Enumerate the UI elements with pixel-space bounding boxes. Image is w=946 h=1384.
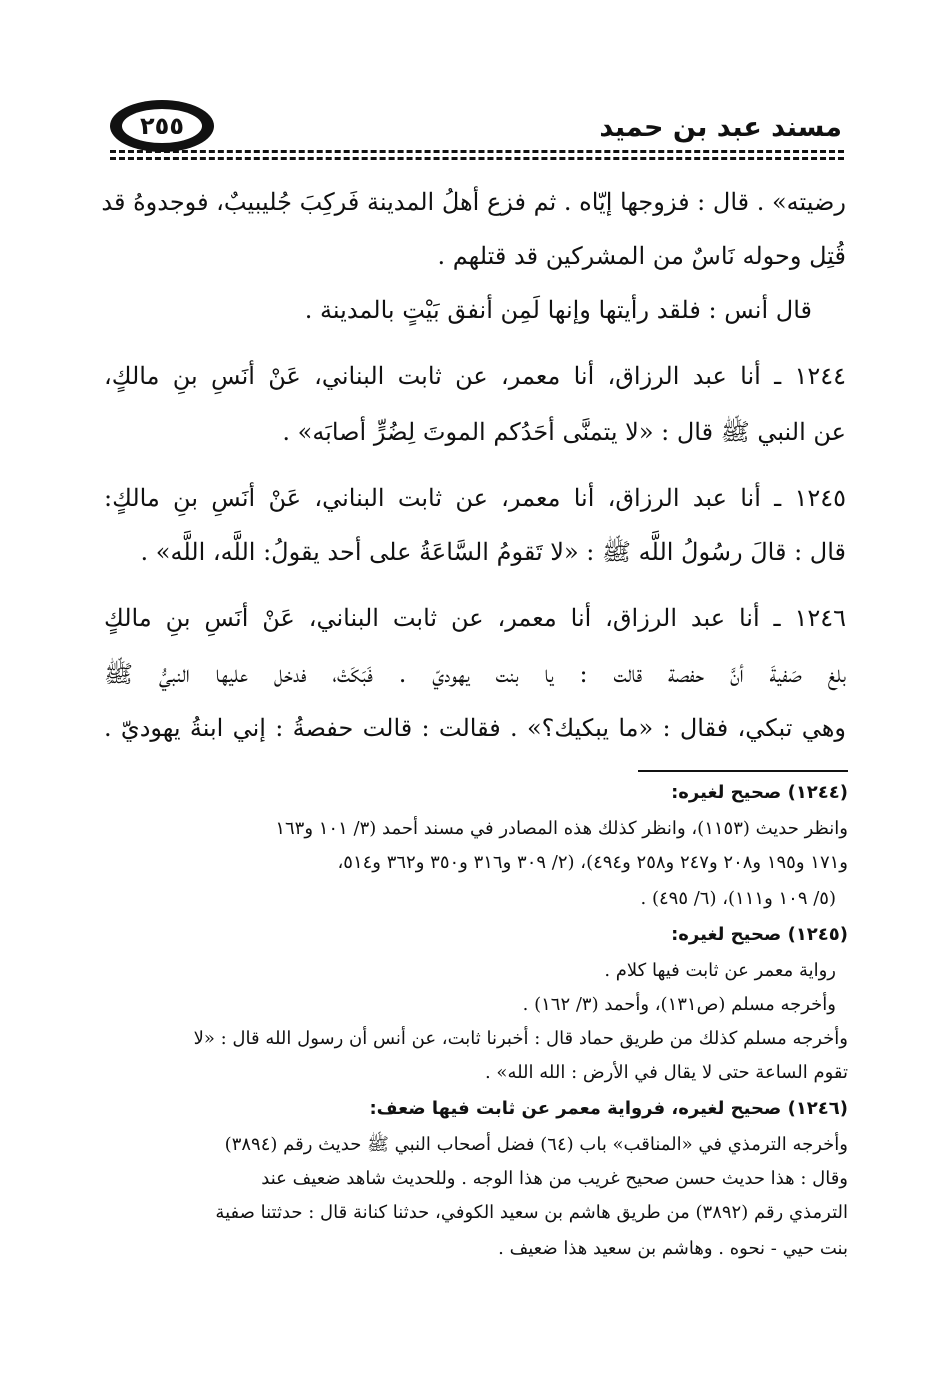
hadith-1245-line-2: قال : قالَ رسُولُ اللَّه ﷺ : «لا تَقومُ السَّاعَةُ على أحد يقولُ: اللَّه، اللَّه» . (140, 538, 846, 566)
footnote-line: وأخرجه مسلم (ص١٣١)، وأحمد (٣/ ١٦٢) . (522, 994, 836, 1015)
hadith-1246-line-3: وهي تبكي، فقال : «ما يبكيك؟» . فقالت : قالت حفصةُ : إني ابنةُ يهوديّ . (104, 714, 846, 742)
footnote-line: وانظر حديث (١١٥٣)، وانظر كذلك هذه المصادر في مسند أحمد (٣/ ١٠١ و١٦٣ (275, 818, 848, 839)
hadith-1244-line-2: عن النبي ﷺ قال : «لا يتمنَّى أحَدُكم الموتَ لِضُرٍّ أصابَه» . (282, 418, 846, 446)
hadith-1244-line-1: ١٢٤٤ ـ أنا عبد الرزاق، أنا معمر، عن ثابت البناني، عَنْ أنَسِ بنِ مالكٍ، (104, 362, 846, 390)
page-number: ٢٥٥ (122, 109, 202, 143)
book-title: مسند عبد بن حميد (599, 112, 842, 143)
footnote-heading-1245: (١٢٤٥) صحيح لغيره: (671, 924, 848, 945)
header-divider-secondary (110, 157, 844, 160)
page-number-badge (110, 100, 214, 152)
footnote-line: وقال : هذا حديث حسن صحيح غريب من هذا الوجه . وللحديث شاهد ضعيف عند (261, 1168, 848, 1189)
footnote-heading-1246: (١٢٤٦) صحيح لغيره، فرواية معمر عن ثابت فيها ضعف: (369, 1098, 848, 1119)
footnote-line: الترمذي رقم (٣٨٩٢) من طريق هاشم بن سعيد الكوفي، حدثنا كنانة قال : حدثتنا صفية (215, 1202, 848, 1223)
footnote-line: رواية معمر عن ثابت فيها كلام . (604, 960, 836, 981)
hadith-1246-line-1: ١٢٤٦ ـ أنا عبد الرزاق، أنا معمر، عن ثابت البناني، عَنْ أنَسِ بنِ مالكٍ (104, 604, 846, 632)
footnote-line: وأخرجه مسلم كذلك من طريق حماد قال : أخبرنا ثابت، عن أنس أن رسول الله قال : «لا (193, 1028, 848, 1049)
footnote-heading-1244: (١٢٤٤) صحيح لغيره: (671, 782, 848, 803)
footnote-line: بنت حيي - نحوه . وهاشم بن سعيد هذا ضعيف . (498, 1238, 848, 1259)
footnote-line: وأخرجه الترمذي في «المناقب» باب (٦٤) فضل أصحاب النبي ﷺ حديث رقم (٣٨٩٤) (224, 1134, 848, 1155)
text-line: قُتِل وحوله نَاسٌ من المشركين قد قتلهم . (437, 242, 846, 270)
text-line: قال أنس : فلقد رأيتها وإنها لَمِن أنفق بَيْتٍ بالمدينة . (304, 296, 812, 324)
footnote-divider (638, 770, 848, 772)
text-line: رضيته» . قال : فزوجها إيّاه . ثم فزع أهلُ المدينة فَركِبَ جُليبيبٌ، فوجدوهُ قد (101, 188, 846, 216)
footnote-line: تقوم الساعة حتى لا يقال في الأرض : الله الله» . (484, 1062, 848, 1083)
footnote-line: (٥/ ١٠٩ و١١١)، (٦/ ٤٩٥) . (640, 888, 836, 909)
hadith-1245-line-1: ١٢٤٥ ـ أنا عبد الرزاق، أنا معمر، عن ثابت البناني، عَنْ أنَسِ بنِ مالكٍ: (104, 484, 846, 512)
footnote-line: و١٧١ و١٩٥ و٢٠٨ و٢٤٧ و٢٥٨ و٤٩٤)، (٢/ ٣٠٩ و٣١٦ و٣٥٠ و٣٦٢ و٥١٤، (337, 852, 848, 873)
header-divider (110, 150, 844, 153)
hadith-1246-line-2: بلغ صَفيةَ أنَّ حفصة قالت : يا بنت يهوديّ . فَبَكَتْ، فدخل عليها النبيُّ ﷺ (104, 660, 846, 688)
